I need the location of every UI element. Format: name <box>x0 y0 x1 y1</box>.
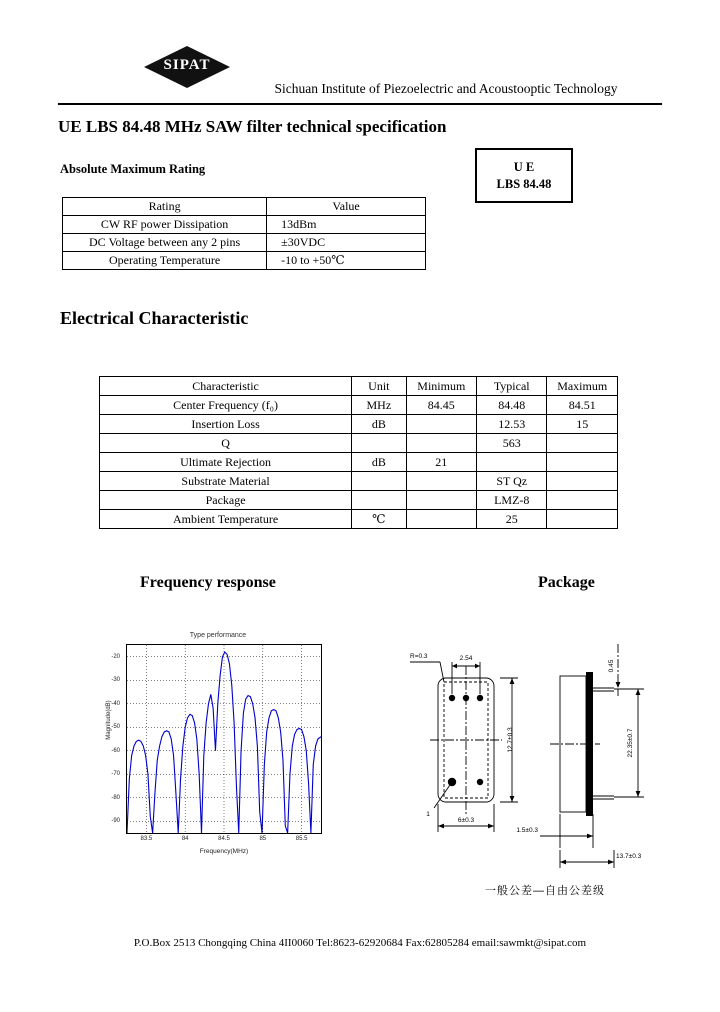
characteristic-cell: Q <box>100 434 352 453</box>
maximum-cell <box>547 510 618 529</box>
page-header <box>58 42 662 104</box>
table-row <box>100 453 618 472</box>
minimum-cell <box>406 491 477 510</box>
value-cell: ±30VDC <box>267 234 426 252</box>
typical-cell: 25 <box>477 510 547 529</box>
characteristic-cell: Ambient Temperature <box>100 510 352 529</box>
pin-hole <box>477 695 483 701</box>
table-row <box>63 234 426 252</box>
typical-cell: ST Qz <box>477 472 547 491</box>
pin-hole <box>449 695 455 701</box>
part-number-box <box>475 148 573 203</box>
y-tick-label: -20 <box>111 653 120 660</box>
y-tick-label: -40 <box>111 700 120 707</box>
maximum-cell <box>547 491 618 510</box>
table-row <box>100 491 618 510</box>
footer-divider <box>58 930 662 931</box>
x-tick-label: 84 <box>181 836 189 842</box>
typical-cell <box>477 453 547 472</box>
y-tick-label: -50 <box>111 724 120 731</box>
table-row <box>100 510 618 529</box>
pin-one-label: 1 <box>426 811 430 818</box>
value-cell: -10 to +50℃ <box>267 252 426 270</box>
part-number-line1: U E <box>513 159 535 174</box>
chart-y-axis-title: Magnitude(dB) <box>106 700 112 740</box>
page-title: UE LBS 84.48 MHz SAW filter technical specification <box>58 117 447 136</box>
table-row <box>63 252 426 270</box>
typical-cell: LMZ-8 <box>477 491 547 510</box>
organization-name: Sichuan Institute of Piezoelectric and Acoustooptic Technology <box>274 81 618 96</box>
rating-cell: Operating Temperature <box>63 252 267 270</box>
x-tick-label: 85.5 <box>295 836 308 842</box>
chart-plot-area <box>126 644 322 834</box>
unit-cell: MHz <box>352 396 406 415</box>
side-thickness-label: 1.5±0.3 <box>516 827 538 834</box>
absolute-maximum-rating-table <box>62 197 426 270</box>
logo-text: SIPAT <box>163 57 211 73</box>
pin-hole <box>463 695 469 701</box>
characteristic-cell: Ultimate Rejection <box>100 453 352 472</box>
frequency-response-chart <box>104 632 332 872</box>
maximum-cell <box>547 453 618 472</box>
x-tick-label: 83.5 <box>140 836 153 842</box>
package-drawing-svg <box>400 636 690 886</box>
characteristic-cell: Center Frequency (f₀) <box>100 396 352 415</box>
characteristic-cell: Package <box>100 491 352 510</box>
characteristic-cell: Insertion Loss <box>100 415 352 434</box>
section-heading-absolute-maximum-rating: Absolute Maximum Rating <box>60 162 206 176</box>
maximum-cell: 84.51 <box>547 396 618 415</box>
pin-pitch-label: 2.54 <box>459 655 473 662</box>
column-header-unit: Unit <box>352 377 406 396</box>
pin-hole <box>477 779 483 785</box>
electrical-characteristic-table <box>99 376 618 529</box>
rating-cell: DC Voltage between any 2 pins <box>63 234 267 252</box>
side-height-label: 22.35±0.7 <box>627 728 634 758</box>
chart-svg <box>127 645 321 833</box>
characteristic-cell: Substrate Material <box>100 472 352 491</box>
chart-x-axis-title: Frequency(MHz) <box>199 848 249 855</box>
y-tick-label: -90 <box>111 818 120 825</box>
chart-x-axis-labels <box>126 836 322 848</box>
x-tick-label: 84.5 <box>218 836 230 842</box>
page-footer: P.O.Box 2513 Chongqing China 4II0060 Tel:8623-62920684 Fax:62805284 email:sawmkt@sipat.com <box>133 937 587 949</box>
column-header-characteristic: Characteristic <box>100 377 352 396</box>
heading-package: Package <box>538 574 595 591</box>
y-tick-label: -80 <box>111 794 120 801</box>
maximum-cell: 15 <box>547 415 618 434</box>
minimum-cell: 21 <box>406 453 477 472</box>
table-row <box>63 216 426 234</box>
minimum-cell <box>406 472 477 491</box>
maximum-cell <box>547 472 618 491</box>
lead-dimension-label: 0.45 <box>608 659 615 673</box>
column-header-maximum: Maximum <box>547 377 618 396</box>
table-row <box>100 472 618 491</box>
minimum-cell: 84.45 <box>406 396 477 415</box>
minimum-cell <box>406 415 477 434</box>
typical-cell: 12.53 <box>477 415 547 434</box>
y-tick-label: -30 <box>111 677 120 684</box>
package-drawings <box>400 636 690 886</box>
rating-cell: CW RF power Dissipation <box>63 216 267 234</box>
chart-y-axis-labels <box>102 644 122 834</box>
x-tick-label: 85 <box>259 836 267 842</box>
table-row <box>100 396 618 415</box>
package-tolerance-caption: 一般公差—自由公差级 <box>485 885 605 897</box>
table-row <box>100 415 618 434</box>
unit-cell <box>352 434 406 453</box>
column-header-minimum: Minimum <box>406 377 477 396</box>
table-header-row <box>100 377 618 396</box>
unit-cell <box>352 491 406 510</box>
unit-cell: ℃ <box>352 510 406 529</box>
column-header-rating: Rating <box>63 198 267 216</box>
y-tick-label: -60 <box>111 747 120 754</box>
chart-title: Type performance <box>189 632 247 639</box>
maximum-cell <box>547 434 618 453</box>
minimum-cell <box>406 510 477 529</box>
heading-frequency-response: Frequency response <box>140 574 276 591</box>
package-height-label: 12.7±0.3 <box>507 727 514 753</box>
header-divider <box>58 103 662 105</box>
unit-cell: dB <box>352 415 406 434</box>
value-cell: 13dBm <box>267 216 426 234</box>
table-header-row <box>63 198 426 216</box>
side-base-label: 13.7±0.3 <box>616 853 642 860</box>
corner-radius-label: R=0.3 <box>410 653 428 660</box>
package-width-label: 6±0.3 <box>457 817 475 824</box>
column-header-typical: Typical <box>477 377 547 396</box>
typical-cell: 84.48 <box>477 396 547 415</box>
minimum-cell <box>406 434 477 453</box>
section-heading-electrical-characteristic: Electrical Characteristic <box>60 308 249 328</box>
part-number-line2: LBS 84.48 <box>496 176 552 191</box>
sipat-logo <box>144 46 230 88</box>
column-header-value: Value <box>267 198 426 216</box>
unit-cell <box>352 472 406 491</box>
typical-cell: 563 <box>477 434 547 453</box>
y-tick-label: -70 <box>111 771 120 778</box>
unit-cell: dB <box>352 453 406 472</box>
table-row <box>100 434 618 453</box>
